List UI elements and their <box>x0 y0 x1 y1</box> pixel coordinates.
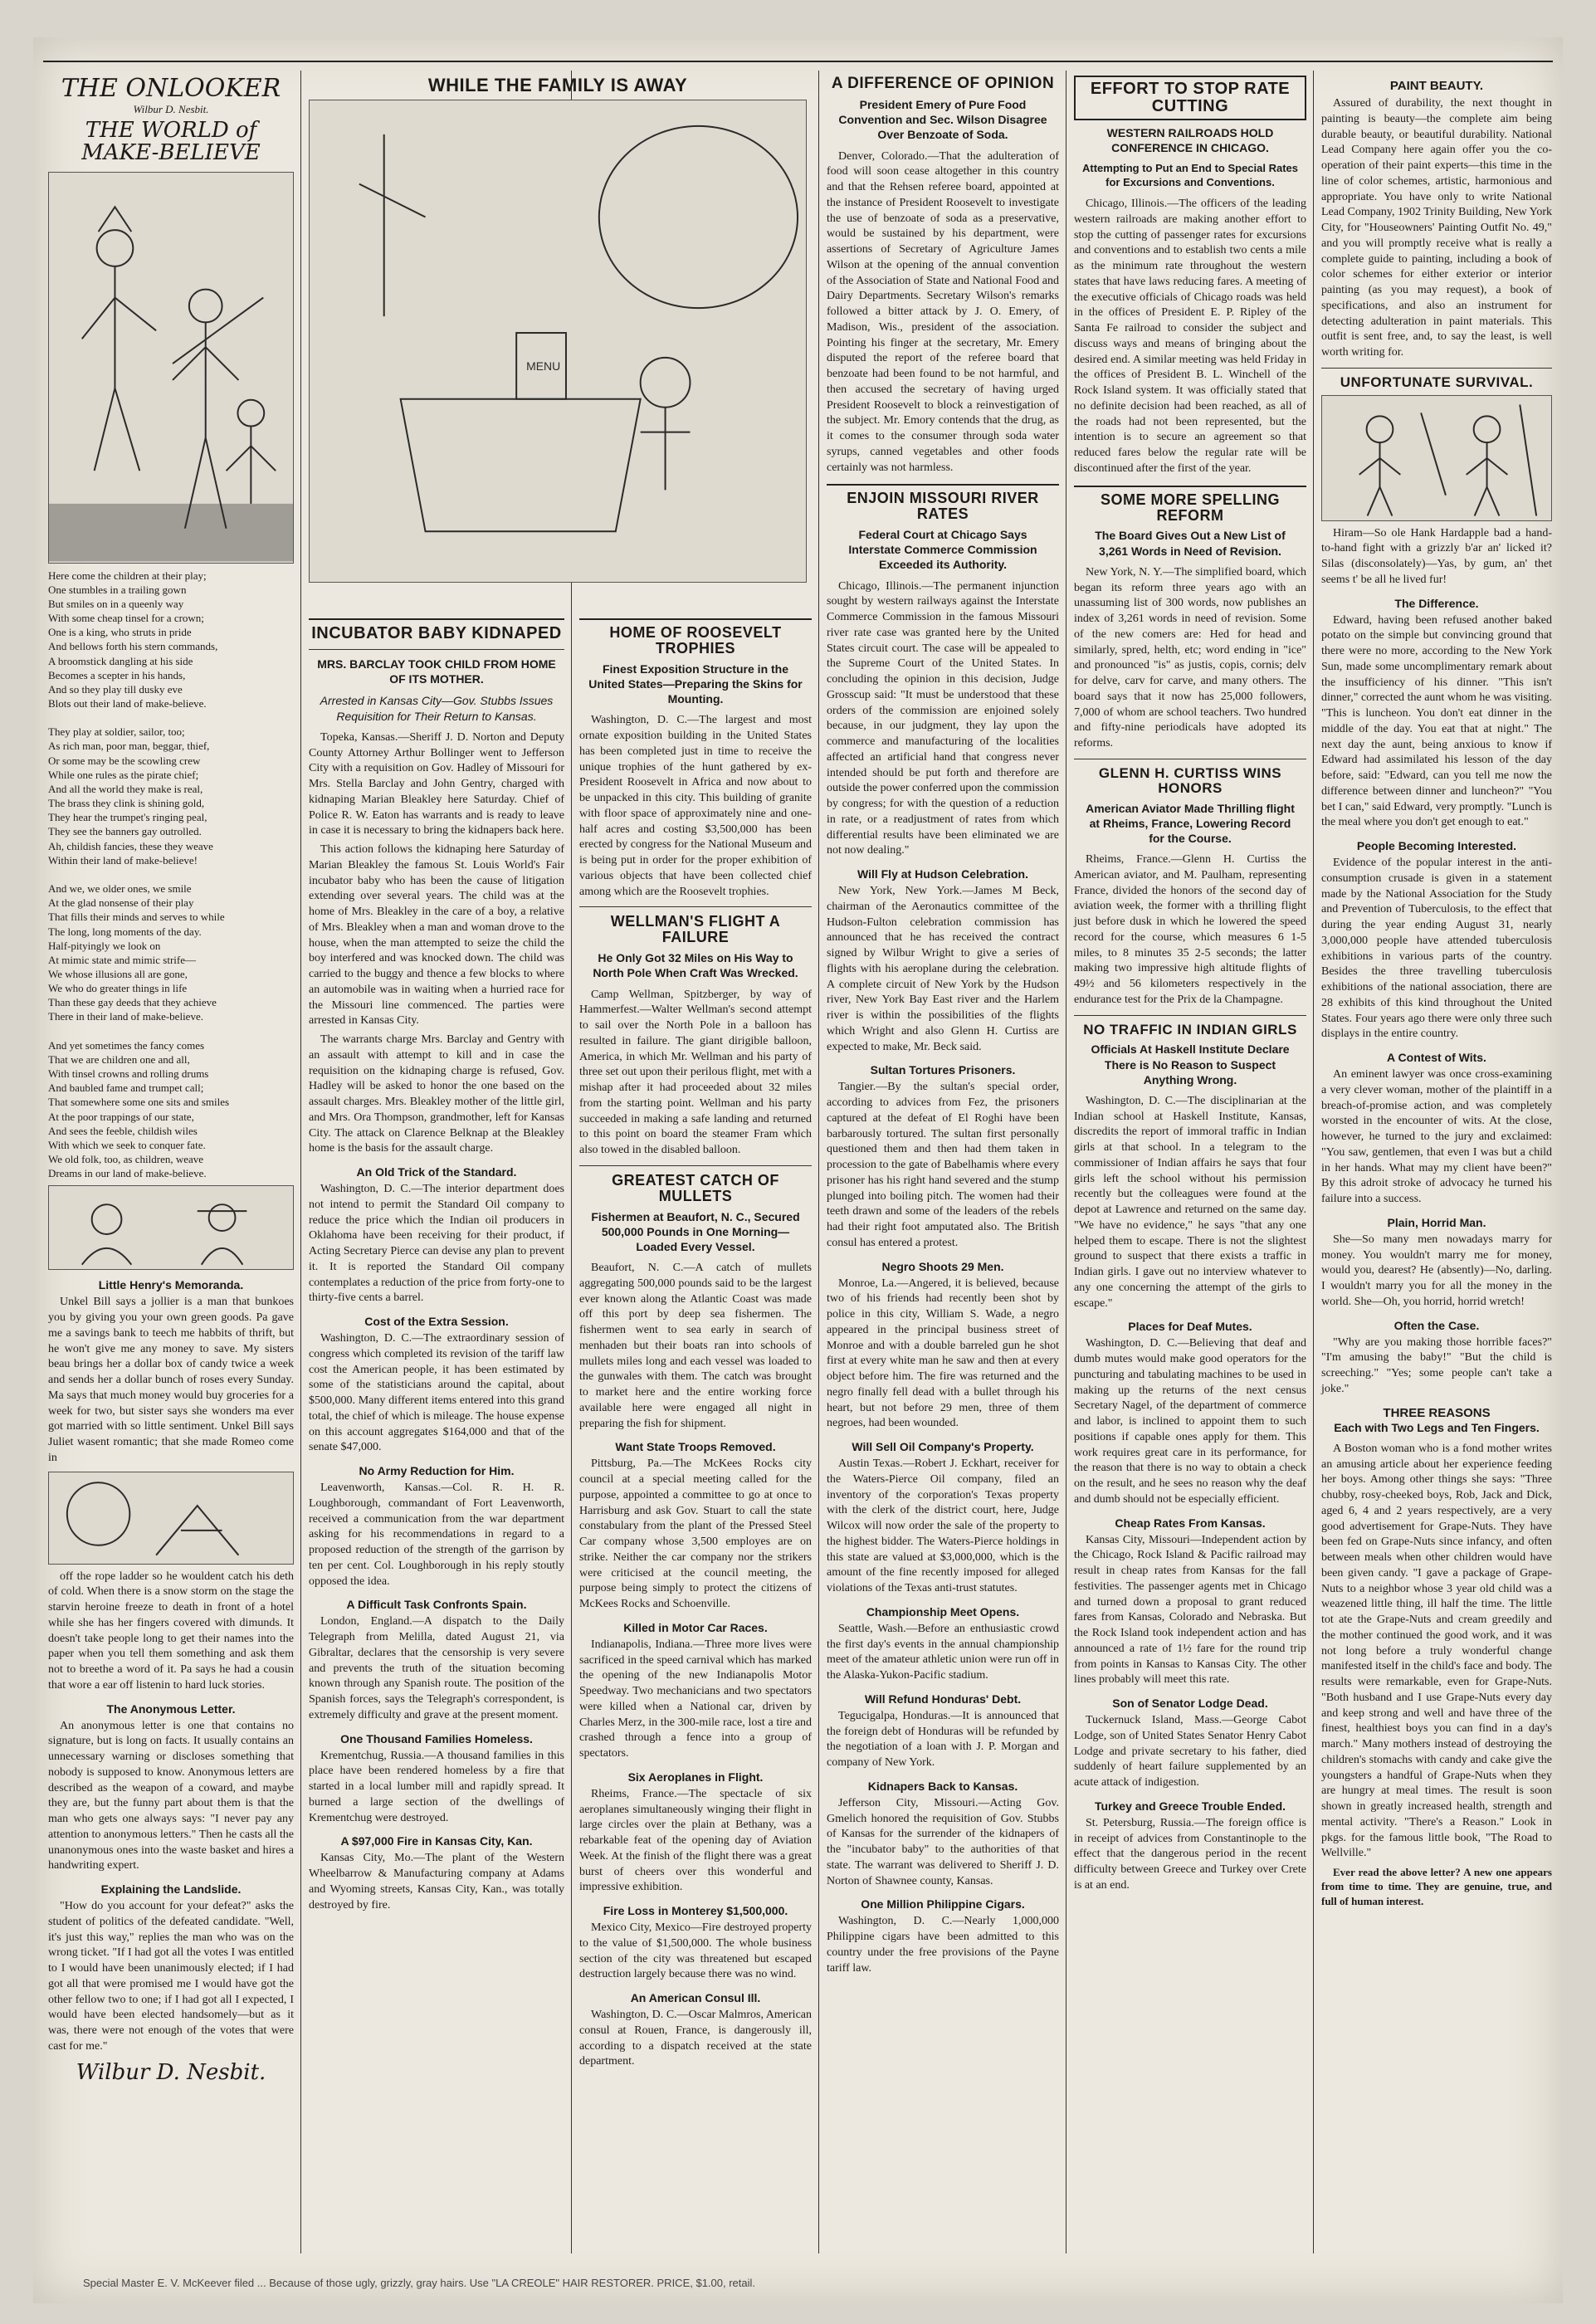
poem-text: Here come the children at their play; One stumbles in a trailing gown But smiles on in a queenly way With some cheap tinsel for a crown; One is a king, who struts in pride And bellows forth his stern commands, A broomstick dangling at his side Becomes a scepter in his hands, And so they play till dusky eve Blots out their land of make-believe. They play at soldier, sailor, too; As rich man, poor man, beggar, thief, Or some may be the scowling crew While one rules as the pirate chief; And all the world they make is real, The brass they clink is shining gold, They hear the trumpet's ringing peal, They see the banners gay outrolled. Ah, childish fancies, these they weave Within their land of make-believe! And we, we older ones, we smile At the glad nonsense of their play That fills their minds and serves to while The long, long moments of the day. Half-pityingly we look on At mimic state and mimic strife— We whose illusions all are gone, We who do greater things in life Than these gay deeds that they achieve There in their land of make-believe. And yet sometimes the fancy comes That we are children one and all, With tinsel crowns and rolling drums And baubled fame and trumpet call; That somewhere some one sits and smiles At the poor trappings of our state, And sees the feeble, childish wiles With which we seek to conquer fate. We old folk, too, as children, weave Dreams in our land of make-believe. <box>48 569 230 1180</box>
romeo-illustration <box>48 1472 294 1565</box>
interest-text: Evidence of the popular interest in the anti-consumption crusade is given in a statement made by the National Association for the Study and Prevention of Tuberculosis, to the effect that during the year ending August 31, nearly 3,000,000 people have attended tuberculosis exhibitions in various parts of the country. Besides the three travelling tuberculosis exhibitions of the national association, there are 28 exhibits of this kind throughout the United States. Four years ago there were only three such displays in the entire country. <box>1321 857 1552 1041</box>
top-rule <box>43 61 1553 62</box>
henry-illustration <box>48 1185 294 1270</box>
negro-heading: Negro Shoots 29 Men. <box>881 1259 1004 1273</box>
kidnap-p3: The warrants charge Mrs. Barclay and Gentry with an assault with attempt to kill and in case the requisition on the kidnaping charge is refused, Gov. Hadley will be asked to honor the one based on the assault charges. Mrs. Bleakley mother of the little girl, and Mrs. Ora Thompson, grandmother, left for Kansas City. The attack on Clarence Belknap at the Bleakley home is the basis for the assault charge. <box>309 1033 564 1155</box>
consul-text: Washington, D. C.—Oscar Malmros, American consul at Rouen, France, is dangerously ill, according to a dispatch received at the state department. <box>579 2009 812 2068</box>
curtiss-deck: American Aviator Made Thrilling flight at Rheims, France, Lowering Record for the Course. <box>1086 801 1295 845</box>
championship-heading: Championship Meet Opens. <box>866 1604 1020 1618</box>
rule <box>309 618 564 620</box>
hudson-heading: Will Fly at Hudson Celebration. <box>857 867 1028 881</box>
wellman-deck: He Only Got 32 Miles on His Way to North Pole When Craft Was Wrecked. <box>593 951 798 980</box>
memo-text: Unkel Bill says a jollier is a man that bunkoes you by giving you your own green goods. Pa gave me a savings bank to teech me habbits of thrift, but he won't give me any money to save. My sisters beau brings her a dollar box of candy twice a week and sends her a dollar bunch of roses every Sunday. Ma says that much money would buy groceries for a week for two, but sister says she wonders ma ever got married with so little sentiment. Unkel Bill says Juliet wasent romantic; that she made Romeo come in <box>48 1296 294 1464</box>
wellman-text: Camp Wellman, Spitzberger, by way of Hammerfest.—Walter Wellman's second attempt to sail over the North Pole in a balloon has resulted in failure. The giant dirigible balloon, America, in which Mr. Wellman and his party of three set out upon their perilous flight, met with a mishap after it had proceeded about 32 miles from the starting point. Wellman and his party succeeded in making a safe landing and returned to this point on board the steamer Fram which also towed in the disabled balloon. <box>579 988 812 1156</box>
roosevelt-text: Washington, D. C.—The largest and most ornate exposition building in the United States has been completed just in time to receive the unique trophies of the hunt gathered by ex-President Roosevelt in Africa and now about to be unpacked in this city. This building of granite with floor space of approximately nine and one-half acres and costing $3,500,000 has been erected by congress for the National Museum and is being put in order for the proper exhibition of various objects that have been collected chief among which are the Roosevelt trophies. <box>579 714 812 898</box>
wits-text: An eminent lawyer was once cross-examining a very clever woman, mother of the plaintiff in a breach-of-promise action, and was completely worsted in the encounter of wits. At the close, however, he turned to the jury and exclaimed: "You saw, gentlemen, that even I was but a child in her hands. What may my client have been?" By this adroit stroke of advocacy he turned his failure into a success. <box>1321 1068 1552 1206</box>
family-away-cartoon <box>309 100 807 583</box>
survival-headline: UNFORTUNATE SURVIVAL. <box>1340 374 1534 390</box>
rate-subdeck: Attempting to Put an End to Special Rates for Excursions and Conventions. <box>1081 162 1299 189</box>
column-kidnap <box>304 610 569 2270</box>
case-heading: Often the Case. <box>1393 1318 1480 1332</box>
cheap-heading: Cheap Rates From Kansas. <box>1115 1516 1266 1530</box>
memo-heading: Little Henry's Memoranda. <box>98 1278 244 1292</box>
survival-text: Hiram—So ole Hank Hardapple bad a hand-to-hand fight with a grizzly b'ar an' licked it? Silas (disconsolately)—Yas, by gum, an' thet seems t' be all he lived fur! <box>1321 526 1552 586</box>
masthead-title: THE ONLOOKER <box>61 74 281 103</box>
cartoon-block <box>304 71 812 602</box>
opinion-headline: A DIFFERENCE OF OPINION <box>831 75 1055 92</box>
rule <box>579 618 812 620</box>
landslide-heading: Explaining the Landslide. <box>100 1882 242 1897</box>
mullets-deck: Fishermen at Beaufort, N. C., Secured 500,000 Pounds in One Morning—Loaded Every Vessel. <box>591 1209 800 1253</box>
interest-heading: People Becoming Interested. <box>1356 839 1517 853</box>
cigars-text: Washington, D. C.—Nearly 1,000,000 Philippine cigars have been admitted to this country under the free provisions of the Payne tariff law. <box>827 1915 1059 1975</box>
championship-text: Seattle, Wash.—Before an enthusiastic crowd the first day's events in the annual championship meet of the amateur athletic union were run off in the Alaska-Yukon-Pacific stadium. <box>827 1622 1059 1682</box>
families-text: Krementchug, Russia.—A thousand families in this place have been rendered homeless by a fire that started in a local lumber mill and rapidly spread. It burned a large section of the dwellings of Krementchug were destroyed. <box>309 1749 564 1824</box>
column-divider <box>1313 71 1314 2253</box>
troops-text: Pittsburg, Pa.—The McKees Rocks city council at a special meeting called for the purpose, appointed a committee to go at once to Harrisburg and ask Gov. Stuart to call the state constabulary from the plant of the Pressed Steel Car company whose 3,500 employes are on strike. Neither the car company nor the strikers were criticised at the council meeting, the purpose being simply to protect the citizens of McKees Rocks and Schoenville. <box>579 1457 812 1611</box>
lodge-heading: Son of Senator Lodge Dead. <box>1112 1697 1268 1711</box>
children-illustration <box>48 172 294 564</box>
consul-heading: An American Consul Ill. <box>630 1991 761 2005</box>
rule <box>1321 368 1552 369</box>
roosevelt-deck: Finest Exposition Structure in the United States—Preparing the Skins for Mounting. <box>588 662 803 706</box>
rule <box>1074 1015 1306 1016</box>
wellman-headline: WELLMAN'S FLIGHT A FAILURE <box>610 913 781 946</box>
families-heading: One Thousand Families Homeless. <box>340 1731 533 1745</box>
enjoin-headline: ENJOIN MISSOURI RIVER RATES <box>847 490 1039 523</box>
cost-heading: Cost of the Extra Session. <box>364 1315 509 1328</box>
paint-text: Assured of durability, the next thought in painting is beauty—the complete aim being durable beauty, or beautiful durability. National Lead Company here again offer you the co-operation of their paint experts—this time in the line of color schemes, artistic, harmonious and appropriate. You have only to write National Lead Company, 1902 Trinity Building, New York City, for "Houseowners' Painting Outfit No. 49," and you will promptly receive what is really a complete guide to painting, including a book of color schemes for either exterior or interior painting (as you may request), a book of specifications, and also an instrument for detecting adulteration in paint materials. This outfit is sent free, and, to say the least, is well worth writing for. <box>1321 97 1552 359</box>
horrid-text: She—So many men nowadays marry for money. You wouldn't marry me for money, would you, dearest? He (absently)—No, darling. I wouldn't marry you for all the money in the world. She—Oh, you horrid, horrid wretch! <box>1321 1233 1552 1308</box>
honduras-heading: Will Refund Honduras' Debt. <box>864 1692 1022 1706</box>
column-onlooker <box>43 71 299 2270</box>
difference-text: Edward, having been refused another baked potato on the simple but convincing ground that there were no more, according to the New York Sun, made some uncomplimentary remark about the insufficiency of his dinner. "This isn't dinner," corrected the aunt whom he was visiting. "This is luncheon. You don't eat dinner in the middle of the day. You eat that at night." The next day the aunt, being anxious to know if Edward had assimilated his lesson of the day before, said: "Edward, can you tell me now the difference between dinner and luncheon?" "You bet I can," said Edward, very promptly. "Lunch is the meal where you don't get enough to eat." <box>1321 613 1552 829</box>
column-divider <box>818 71 819 2253</box>
menu-label: MENU <box>526 359 561 373</box>
masthead-subtitle: THE WORLD of MAKE-BELIEVE <box>81 118 261 166</box>
difference-heading: The Difference. <box>1394 596 1479 610</box>
survival-illustration <box>1321 395 1552 521</box>
sultan-heading: Sultan Tortures Prisoners. <box>870 1063 1016 1077</box>
landslide-text: "How do you account for your defeat?" asks the student of politics of the defeated candidate. "Well, it's just this way," replies the man who was on the wrong ticket. "If I had got all the votes I was entitled to I would have been unanimously elected; if I had got all that were promised me I would have got the other fellow two to one; if I had got all I expected, I would have been elected handsomely—but as it was, there were not enough of the votes that were cast for me." <box>48 1900 294 2053</box>
spelling-deck: The Board Gives Out a New List of 3,261 Words in Need of Revision. <box>1095 529 1286 558</box>
horrid-heading: Plain, Horrid Man. <box>1387 1215 1486 1229</box>
enjoin-deck: Federal Court at Chicago Says Interstate Commerce Commission Exceeded its Authority. <box>848 528 1037 572</box>
enjoin-text: Chicago, Illinois.—The permanent injunction sought by western railways against the Interstate Commerce Commission in the famous Missouri river rate case was granted here by the United States circuit court. The case will be appealed to the Supreme Court of the United States. In concluding the opinion in this decision, Judge Grosscup said: "It must be understood that these orders of the commission are enjoined solely because, in our judgment, they lay upon the commerce and manufacturing of the localities affected an artificial hand that congress never intended should be put forth and therefore are outside the power conferred upon the commission by congress; for with the question of a reduction in rate, or a readjustment of rates from which differential results have been eliminated we are not now dealing." <box>827 579 1059 857</box>
rule <box>1074 486 1306 487</box>
column-rates <box>1069 71 1311 2270</box>
kidnapers-heading: Kidnapers Back to Kansas. <box>867 1779 1018 1793</box>
survival-drawing <box>1322 396 1551 520</box>
negro-text: Monroe, La.—Angered, it is believed, because two of his friends had recently been shot by police in this city, William S. Wade, a negro appeared in the principal business street of Monroe and with a double barreled gun he shot first at every white man he saw and then at every object before him. The fire was returned and the negro finally fell dead with a bullet through his heart, but not before 29 men, three of them negroes, had been wounded. <box>827 1277 1059 1430</box>
oil-text: Washington, D. C.—The interior department does not intend to permit the Standard Oil company to reduce the price which the Indian oil producers in Oklahoma have been receiving for their product, if Acting Secretary Pierce can devise any plan to prevent it. It is reported the Standard Oil company contemplates a reduction of the price from forty-one to thirty-five cents a barrel. <box>309 1183 564 1305</box>
fire-text: Kansas City, Mo.—The plant of the Western Wheelbarrow & Manufacturing company at Adams and Wyoming streets, Kansas City, Kan., was totally destroyed by fire. <box>309 1852 564 1911</box>
newspaper-page <box>33 37 1563 2303</box>
turkey-text: St. Petersburg, Russia.—The foreign office is in receipt of advices from Constantinople to the effect that the dangerous period in the recent difficulty between Greece and Turkey over Crete is at an end. <box>1074 1816 1306 1892</box>
monterey-text: Mexico City, Mexico—Fire destroyed property to the value of $1,500,000. The whole business section of the city was threatened but escaped destruction largely because there was no wind. <box>579 1921 812 1981</box>
deaf-text: Washington, D. C.—Believing that deaf and dumb mutes would make good operators for the puncturing and tabulating machines to be used in making up the returns of the next census Secretary Nagel, of the department of commerce and labor, is inclined to appoint them to such positions if capable ones apply for them. This work requires great care in its performance, for the reason that there is no way to obtain a check on the result, and he sees no reason why the deaf and dumb should not be especially efficient. <box>1074 1337 1306 1506</box>
sultan-text: Tangier.—By the sultan's special order, according to advices from Fez, the prisoners captured at the defeat of El Roghi have been barbarously tortured. The sultan first personally questioned them and then had them taken in procession to the gate of Babelhamis where every prisoner has his right hand severed and the stump plunged into boiling pitch. The women had their teeth drawn and some of the leaders of the rebels had their right foot amputated also. The British consul has entered a protest. <box>827 1081 1059 1249</box>
sell-text: Austin Texas.—Robert J. Eckhart, receiver for the Waters-Pierce Oil company, filed an inventory of the corporation's Texas property with the clerk of the district court, here, Judge Wilcox will now order the sale of the property to the highest bidder. The Waters-Pierce holdings in this state are valued at $3,000,000, which is the amount of the fine recently imposed for alleged violations of the Texas anti-trust statutes. <box>827 1457 1059 1595</box>
races-heading: Killed in Motor Car Races. <box>623 1620 768 1634</box>
rate-deck: WESTERN RAILROADS HOLD CONFERENCE IN CHICAGO. <box>1106 126 1274 155</box>
onlooker-masthead <box>48 71 294 165</box>
sell-heading: Will Sell Oil Company's Property. <box>852 1440 1034 1454</box>
hudson-text: New York, New York.—James M Beck, chairman of the Aeronautics committee of the Hudson-Fulton celebration commission has announced that he has received the contract signed by Wilbur Wright to give a series of flights with his aeroplane during the celebration. A complete circuit of New York by the Hudson river, New York Bay East river and the Harlem river is within the possibilities of the flights which Wright and also Glenn H. Curtiss are expected to make, Mr. Beck said. <box>827 885 1059 1053</box>
rule <box>579 1165 812 1166</box>
rate-text: Chicago, Illinois.—The officers of the leading western railroads are making another effort to stop the cutting of passenger rates for excursions and conventions and to establish two cents a mile as the minimum rate throughout the western states that have laws reducing fares. A meeting of the executive officials of Chicago roads was held in the offices of President E. P. Ripley of the Santa Fe railroad to consider the subject and discuss ways and means of bringing about the desired end. A similar meeting was held Friday in the offices of President B. L. Winchell of the Rock Island system. It was officially stated that no definite decision had been reached, as all of the roads had not been represented, but the intention is to secure an agreement so that reduced fares below the regular rate will be discontinued after the first of the year. <box>1074 198 1306 475</box>
troops-heading: Want State Troops Removed. <box>615 1440 776 1454</box>
lodge-text: Tuckernuck Island, Mass.—George Cabot Lodge, son of United States Senator Henry Cabot Lodge and private secretary to his father, died suddenly of heart failure supplemented by an acute attack of indigestion. <box>1074 1714 1306 1789</box>
column-opinion <box>822 71 1064 2270</box>
children-drawing <box>49 173 293 563</box>
turkey-heading: Turkey and Greece Trouble Ended. <box>1094 1799 1286 1813</box>
ever-read-note: Ever read the above letter? A new one appears from time to time. They are genuine, true, and full of human interest. <box>1321 1866 1552 1907</box>
aeroplanes-text: Rheims, France.—The spectacle of six aeroplanes simultaneously winging their flight in large circles over the plain at Bethany, was a rebarkable feat of the opening day of Aviation Week. At the finish of the flight there was a great burst of cheers over this wonderful and impressive exhibition. <box>579 1787 812 1894</box>
fire-heading: A $97,000 Fire in Kansas City, Kan. <box>340 1834 533 1848</box>
traffic-text: Washington, D. C.—The disciplinarian at the Indian school at Haskell Institute, Kansas, discredits the report of immoral traffic in Indian girls at that school. In a telegram to the commissioner of Indian affairs he says that four girls left the school without his permission recently but the colleagues were found at the depot at Lawrence and returned on the same day. "We have no evidence," he says "that any one helped them to escape. There is not the slightest ground to suspect that there exists a traffic in Indian girls. I gave out no interview whatever to any one concerning the attempt of the girls to escape." <box>1074 1094 1306 1310</box>
spain-heading: A Difficult Task Confronts Spain. <box>346 1598 527 1612</box>
masthead-byline: Wilbur D. Nesbit. <box>133 103 209 115</box>
opinion-deck: President Emery of Pure Food Convention and Sec. Wilson Disagree Over Benzoate of Soda. <box>838 97 1047 142</box>
kidnap-p1: Topeka, Kansas.—Sheriff J. D. Norton and Deputy County Attorney Arthur Bollinger went to Jefferson City with a requisition on Gov. Hadley of Missouri for Mrs. Stella Barclay and John Gentry, charged with kidnaping Marian Bleakley here Saturday. Chief of Police R. W. Eaton has warrants and is ready to leave in case it is necessary to bring the kidnapers back here. <box>309 730 564 837</box>
rate-headline: EFFORT TO STOP RATE CUTTING <box>1074 76 1306 120</box>
column-roosevelt <box>574 610 817 2270</box>
author-signature: Wilbur D. Nesbit. <box>76 2059 266 2085</box>
case-text: "Why are you making those horrible faces?" "I'm amusing the baby!" "But the child is screeching." "Yes; some people can't take a joke." <box>1321 1335 1552 1395</box>
oil-heading: An Old Trick of the Standard. <box>356 1165 517 1179</box>
rule <box>309 649 564 650</box>
reasons-heading: THREE REASONS <box>1383 1405 1491 1420</box>
roosevelt-headline: HOME OF ROOSEVELT TROPHIES <box>609 624 782 657</box>
kidnap-subdeck: Arrested in Kansas City—Gov. Stubbs Issues Requisition for Their Return to Kansas. <box>320 694 554 723</box>
rule <box>579 906 812 907</box>
cartoon-title: WHILE THE FAMILY IS AWAY <box>427 75 688 95</box>
romeo-drawing <box>49 1472 293 1564</box>
honduras-text: Tegucigalpa, Honduras.—It is announced that the foreign debt of Honduras will be refunded by the negotiation of a loan with J. P. Morgan and company of New York. <box>827 1709 1059 1770</box>
kidnap-p2: This action follows the kidnaping here Saturday of Marian Bleakley the famous St. Louis World's Fair incubator baby who has been the cause of litigation extending over several years. The child was at the home of Mrs. Bleakley in the care of a boy, a relative of Mrs. Bleakley when a man and woman drove to the house, when the man attempted to seize the child the boy interfered and was knocked down. The child was carried to the buggy and thence a few blocks to where an automobile was in waiting when a hurried race for the Missouri line commenced. The parties were arrested in Kansas City. <box>309 843 564 1028</box>
cigars-heading: One Million Philippine Cigars. <box>861 1897 1025 1911</box>
mullets-text: Beaufort, N. C.—A catch of mullets aggregating 500,000 pounds said to be the largest ever known along the Atlantic Coast was made off this port by deep sea fishermen. The fishermen went to sea early in search of menhaden but their boats ran into schools of mullets miles long and each vessel was loaded to the gunwales with them. The catch was brought to market here and the entire working force available here were engaged all night in preparing the fish for shipment. <box>579 1262 812 1430</box>
memo-text-continued: off the rope ladder so he wouldent catch his deth of cold. When there is a snow storm on the stage the starvin heroine freeze to death in front of a hotel while she has her fingers covered with dimunds. It doesn't take people long to get their names into the paper when you tell them something and ask them not to breethe a word of it. Pa says he had a cousin that wore a ear off listenin to hard luck stories. <box>48 1570 294 1692</box>
spelling-text: New York, N. Y.—The simplified board, which began its reform three years ago with an unassuming list of 300 words, now publishes an index of 3,261 words in need of revision. Some of the new comers are: Hed for head and similarly, spred, helth, etc; word ending in "ice" and pronounced "is" as justis, copis, cornis; delv for delve, carv for carve, and many others. The board says that it now has 25,000 followers, 7,000 of whom are school teachers. Two hundred and fifty-nine periodicals have adopted its reforms. <box>1074 565 1306 750</box>
mullets-headline: GREATEST CATCH OF MULLETS <box>612 1171 779 1204</box>
anon-heading: The Anonymous Letter. <box>106 1702 236 1716</box>
cost-text: Washington, D. C.—The extraordinary session of congress which completed its revision of the tariff law cost the American people, it has been estimated by some of the statisticians around the capital, about $500,000. Many different items entered into this grand total, the chief of which is mileage. The house expense on this account aggregates $164,000 and that of the senate $47,000. <box>309 1332 564 1454</box>
opinion-text: Denver, Colorado.—That the adulteration of food will soon cease altogether in this country and that the Rehsen referee board, appointed at the instance of President Roosevelt to investigate the use of benzoate of soda as a preservative, would be sustained by his department, were assertions of Secretary of Agriculture James Wilson at the opening of the annual convention of the Association of State and National Food and Dairy Departments. Secretary Wilson's remarks followed a bitter attack by J. O. Emery, of Madison, Wis., president of the association. Pointing his finger at the secretary, Mr. Emery disputed the report of the referee board that benzoate had been found to be not harmful, and then accused the secretary of having urged President Roosevelt to block a reinvestigation of the subject. Mr. Emory contends that the drug, as it comes to the consumer through soda water syrups, canned vegetables and other foods certainly was not harmless. <box>827 149 1059 474</box>
aeroplanes-heading: Six Aeroplanes in Flight. <box>627 1770 764 1784</box>
wits-heading: A Contest of Wits. <box>1387 1051 1486 1065</box>
traffic-headline: NO TRAFFIC IN INDIAN GIRLS <box>1083 1021 1297 1038</box>
races-text: Indianapolis, Indiana.—Three more lives were sacrificed in the speed carnival which has marked the opening of the new Indianapolis Motor Speedway. Two mechanicians and two spectators were killed when a National car, driven by Charles Merz, in the 300-mile race, lost a tire and crashed through a fence into a group of spectators. <box>579 1638 812 1760</box>
spain-text: London, England.—A dispatch to the Daily Telegraph from Melilla, dated August 21, via Gibraltar, declares that the censorship is very severe and prevents the truth of the situation becoming known through any Spanish route. The position of the Spanish forces, says the Telegraph's correspondent, is extremely difficulty and grave at the present moment. <box>309 1615 564 1721</box>
kidnapers-text: Jefferson City, Missouri.—Acting Gov. Gmelich honored the requisition of Gov. Stubbs of Kansas for the surrender of the kidnapers of the "incubator baby" to the authorities of that state. The warrant was delivered to Sheriff J. D. Norton of Shawnee county, Kansas. <box>827 1796 1059 1887</box>
army-text: Leavenworth, Kansas.—Col. R. H. R. Loughborough, commandant of Fort Leavenworth, received a communication from the war department asking for his recommendations in regard to a proposed reduction of the strength of the garrison by ten per cent. Col. Loughborough in his reply stoutly opposed the idea. <box>309 1482 564 1588</box>
spelling-headline: SOME MORE SPELLING REFORM <box>1100 491 1281 524</box>
curtiss-headline: GLENN H. CURTISS WINS HONORS <box>1098 764 1282 796</box>
anon-text: An anonymous letter is one that contains no signature, but is long on facts. It usually contains an unnecessary warning or discloses something that nobody is supposed to know. Anonymous letters are described as the weapon of a coward, and maybe they are, but the funny part about them is that the man who gets one always says: "I never pay any attention to anonymous letters." Then he casts all the unanonymous ones into the waste basket and hires a handwriting expert. <box>48 1719 294 1872</box>
curtiss-text: Rheims, France.—Glenn H. Curtiss the American aviator, and M. Paulham, representing France, divided the honors of the second day of aviation week, the former with a thrilling flight just before dusk in which he lowered the speed record for the course, which measures 6 1-5 miles, to 8 minutes 35 2-5 seconds; the latter making two impressive high altitude flights of 49½ and 56 kilometers respectively in the endurance test for the Prix de la Champagne. <box>1074 853 1306 1006</box>
army-heading: No Army Reduction for Him. <box>359 1464 515 1477</box>
cheap-text: Kansas City, Missouri—Independent action by the Chicago, Rock Island & Pacific railroad may result in cheap rates from Kansas for the fall festivities. The passenger agents met in Chicago and turned down a proposal to grant reduced fares from Kansas, Colorado and Nebraska. But the Rock Island took independent action and has announced a rate of 1½ fare for the round trip from points in Kansas to Kansas City. The other lines probably will meet this rate. <box>1074 1533 1306 1687</box>
reasons-text: A Boston woman who is a fond mother writes an amusing article about her experience feeding her boys. Among other things she says: "Three chubby, rosy-cheeked boys, Rob, Jack and Dick, aged 6, 4 and 2 years respectively, are a very good advertisement for Grape-Nuts. They have been fed on Grape-Nuts since infancy, and often between meals when other children would have been given candy. "I gave a package of Grape-Nuts to a neighbor whose 3 year old child was a weazened little thing, ill half the time. The little tot ate the Grape-Nuts and cream greedily and the mother continued the good work, and it was not long before a truly wonderful change manifested itself in the child's face and body. The results were remarkable, even for Grape-Nuts. "Both husband and I use Grape-Nuts every day and keep strong and well and have three of the finest, healthiest boys you can find in a day's march." Many mothers instead of destroying the children's stomachs with candy and cake give the youngsters a handful of Grape-Nuts when they are hungry at meal times. The result is soon shown in greatly increased health, strength and mental activity. "There's a Reason." Look in pkgs. for the famous little book, "The Road to Wellville." <box>1321 1442 1552 1860</box>
column-divider <box>300 71 301 2253</box>
monterey-heading: Fire Loss in Monterey $1,500,000. <box>603 1904 788 1918</box>
henry-drawing <box>49 1186 293 1269</box>
footer-strip: Special Master E. V. McKeever filed ... Because of those ugly, grizzly, gray hairs. Use "LA CREOLE" HAIR RESTORER. PRICE, $1.00, retail. <box>83 2277 756 2289</box>
reasons-deck: Each with Two Legs and Ten Fingers. <box>1334 1420 1540 1434</box>
column-paint <box>1316 71 1557 2270</box>
cartoon-drawing <box>310 100 806 582</box>
kidnap-deck: MRS. BARCLAY TOOK CHILD FROM HOME OF ITS MOTHER. <box>317 657 556 686</box>
kidnap-headline: INCUBATOR BABY KIDNAPED <box>311 624 562 642</box>
deaf-heading: Places for Deaf Mutes. <box>1128 1320 1252 1334</box>
traffic-deck: Officials At Haskell Institute Declare There is No Reason to Suspect Anything Wrong. <box>1091 1042 1290 1086</box>
rule <box>827 484 1059 486</box>
paint-heading: PAINT BEAUTY. <box>1389 79 1484 93</box>
